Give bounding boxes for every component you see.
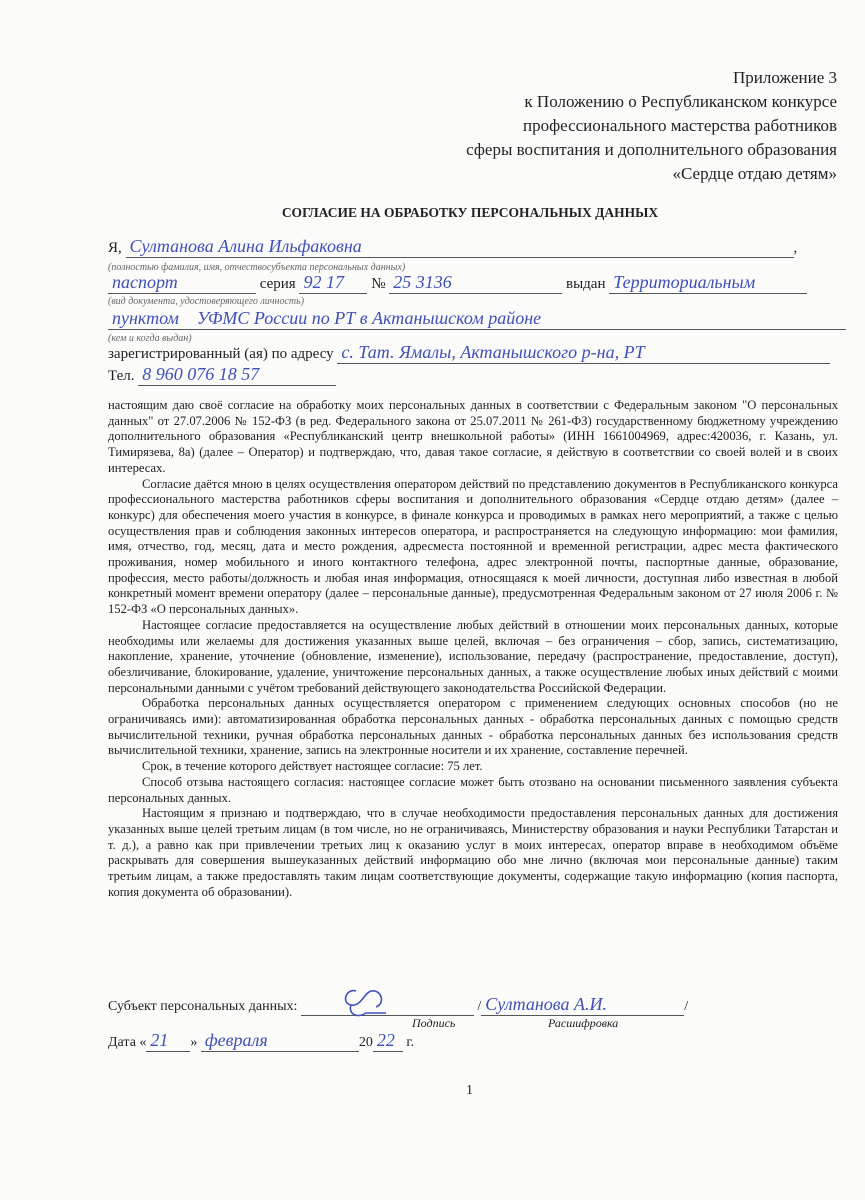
date-row bbox=[108, 1030, 414, 1052]
decoding-field[interactable]: Султанова А.И. bbox=[481, 994, 684, 1016]
issued-hint: (кем и когда выдан) bbox=[108, 333, 192, 344]
phone-field[interactable]: 8 960 076 18 57 bbox=[138, 364, 336, 386]
paragraph: Настоящим я признаю и подтверждаю, что в случае необходимости предоставления персональных данных для достижения указанных выше целей третьим лицам (в том числе, но не ограничиваясь, Министерству образования и науки Республики Татарстан и т. д.), а равно как при привлечении третьих лиц к оказанию услуг в моих интересах, оператор вправе в необходимом объёме раскрывать для совершения вышеуказанных действий информацию обо мне лично (включая мои персональные данные) таким третьим лицам, а также предоставлять таким лицам соответствующие документы, содержащие такую информацию (копия паспорта, копия документа об образовании). bbox=[108, 806, 838, 899]
header-line: сферы воспитания и дополнительного образования bbox=[466, 140, 837, 159]
issued-by-field[interactable]: Территориальным bbox=[609, 272, 807, 294]
name-row: Я, Султанова Алина Ильфаковна , bbox=[108, 236, 798, 256]
handwritten-signature bbox=[336, 983, 396, 1023]
series-field[interactable]: 92 17 bbox=[299, 272, 367, 294]
signature-caption: Подпись bbox=[412, 1016, 456, 1030]
issued-label: выдан bbox=[566, 276, 606, 292]
header-line: профессионального мастерства работников bbox=[523, 116, 837, 135]
date-quote: » bbox=[190, 1035, 198, 1050]
address-row bbox=[108, 342, 830, 364]
name-hint: (полностью фамилия, имя, отчествосубъекта персональных данных) bbox=[108, 262, 406, 273]
signature-row: Субъект персональных данных: / Султанова А.И. / bbox=[108, 994, 688, 1016]
doc-hint: (вид документа, удостоверяющего личность) bbox=[108, 296, 305, 307]
issued-by-field-2[interactable]: пунктом УФМС России по РТ в Актанышском районе bbox=[108, 308, 846, 330]
subject-label: Субъект персональных данных: bbox=[108, 999, 298, 1014]
year-prefix: 20 bbox=[358, 1035, 373, 1050]
paragraph: Срок, в течение которого действует настоящее согласие: 75 лет. bbox=[142, 759, 483, 774]
paragraph: настоящим даю своё согласие на обработку моих персональных данных в соответствии с Федеральным законом "О персональных данных" от 27.07.2006 № 152-ФЗ (в ред. Федерального закона от 25.07.2011 № 261-ФЗ) государственному бюджетному учреждению дополнительного образования «Республиканский центр внешкольной работы» (ИНН 1661004969, адрес:420036, г. Казань, ул. Тимирязева, 8а) (далее – Оператор) и подтверждаю, что, давая такое согласие, я действую в соответствии со своей волей и в своих интересах. bbox=[108, 398, 838, 475]
paragraph: Обработка персональных данных осуществляется оператором с применением следующих основных способов (но не ограничиваясь ими): автоматизированная обработка персональных данных - обработка персональных данных с помощью средств вычислительной техники, ручная обработка персональных данных - обработка персональных данных без использования средств вычислительной техники, хранение, запись на электронные носители и их хранение, составление перечней. bbox=[108, 696, 838, 758]
header-line: «Сердце отдаю детям» bbox=[672, 164, 837, 183]
month-field[interactable]: февраля bbox=[201, 1030, 359, 1052]
paragraph: Способ отзыва настоящего согласия: настоящее согласие может быть отозвано на основании письменного заявления субъекта персональных данных. bbox=[108, 774, 838, 805]
page-number: 1 bbox=[466, 1083, 473, 1098]
issued-row bbox=[108, 308, 846, 330]
decoding-caption: Расшифровка bbox=[548, 1016, 619, 1030]
passport-row bbox=[108, 272, 807, 294]
series-label: серия bbox=[259, 276, 296, 292]
signature-field[interactable] bbox=[301, 997, 474, 1016]
date-label: Дата « bbox=[108, 1035, 147, 1050]
year-field[interactable]: 22 bbox=[373, 1030, 403, 1052]
doc-type-field[interactable]: паспорт bbox=[108, 272, 256, 294]
document-title: СОГЛАСИЕ НА ОБРАБОТКУ ПЕРСОНАЛЬНЫХ ДАННЫХ bbox=[281, 205, 659, 220]
number-field[interactable]: 25 3136 bbox=[389, 272, 562, 294]
day-field[interactable]: 21 bbox=[146, 1030, 190, 1052]
number-label: № bbox=[371, 276, 386, 292]
consent-body bbox=[108, 398, 838, 901]
appendix-header bbox=[466, 66, 837, 186]
address-field[interactable]: с. Тат. Ямалы, Актанышского р-на, РТ bbox=[337, 342, 830, 364]
full-name-field[interactable]: Султанова Алина Ильфаковна bbox=[126, 236, 794, 258]
header-line: к Положению о Республиканском конкурсе bbox=[524, 92, 837, 111]
i-label: Я, bbox=[108, 240, 122, 256]
phone-label: Тел. bbox=[108, 368, 135, 384]
address-label: зарегистрированный (ая) по адресу bbox=[108, 346, 334, 362]
year-suffix: г. bbox=[406, 1035, 415, 1050]
phone-row bbox=[108, 364, 336, 386]
paragraph: Согласие даётся мною в целях осуществления оператором действий по представлению документов в Республиканского конкурса профессионального мастерства работников сферы воспитания и дополнительного образования «Сердце отдаю детям» (далее – конкурс) для обеспечения моего участия в конкурсе, в финале конкурса и проводимых в рамках него мероприятий, а также с целью осуществления прав и соблюдения законных интересов оператора, и распространяется на следующую информацию: мои фамилия, имя, отчество, год, месяц, дата и место рождения, адресместа постоянной и временной регистрации, адрес места фактического проживания, номер мобильного и иного контактного телефона, адрес электронной почты, паспортные данные, образование, профессия, место работы/должность и любая иная информация, относящаяся к моей личности, доступная либо известная в любой конкретный момент времени оператору (далее – персональные данные), предусмотренная Федеральным законом от 27 июля 2006 г. № 152-ФЗ «О персональных данных». bbox=[108, 476, 838, 617]
paragraph: Настоящее согласие предоставляется на осуществление любых действий в отношении моих персональных данных, которые необходимы или желаемы для достижения указанных выше целей, включая – без ограничения – сбор, запись, систематизацию, накопление, хранение, уточнение (обновление, изменение), использование, передачу (распространение, предоставление, доступ), обезличивание, блокирование, удаление, уничтожение персональных данных, а также осуществление любых иных действий с моими персональными данными с учётом требований действующего законодательства Российской Федерации. bbox=[108, 617, 838, 695]
header-line: Приложение 3 bbox=[733, 68, 837, 87]
